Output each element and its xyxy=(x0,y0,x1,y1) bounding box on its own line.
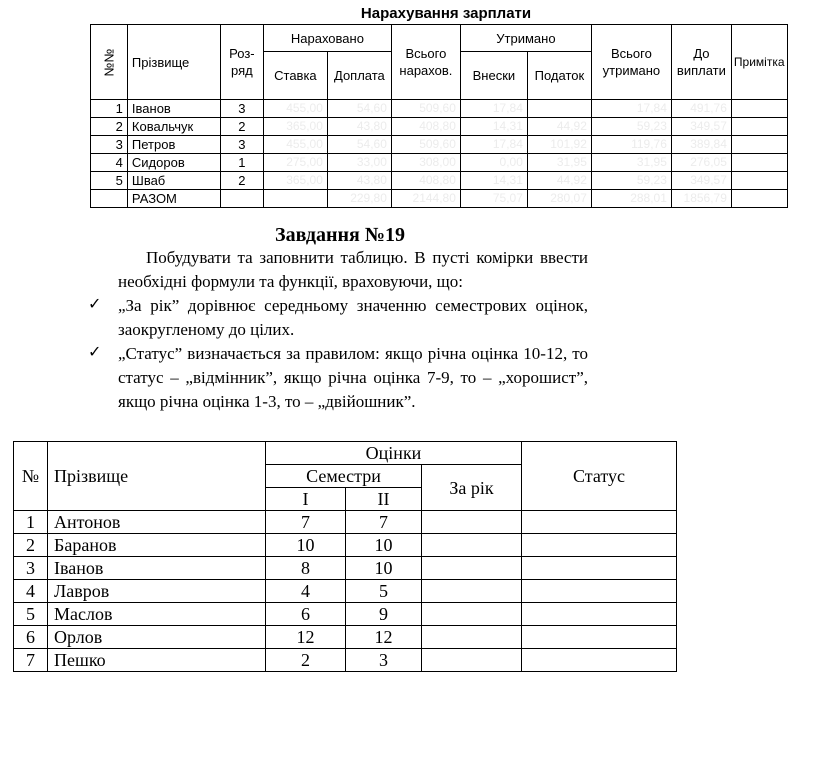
row-sem1: 6 xyxy=(266,603,346,626)
header-surname: Прізвище xyxy=(127,25,220,100)
row-num: 2 xyxy=(91,118,128,136)
row-to-pay: 349,57 xyxy=(671,118,731,136)
row-sem2: 9 xyxy=(346,603,422,626)
row-to-pay: 349,57 xyxy=(671,172,731,190)
row-to-pay: 389,84 xyxy=(671,136,731,154)
condition-item: ✓ „За рік” дорівнює середньому значенню семестрових оцінок, заокругленому до цілих. xyxy=(88,294,588,339)
row-sem2: 5 xyxy=(346,580,422,603)
row-tax: 44,92 xyxy=(527,172,591,190)
totals-empty-cell xyxy=(263,190,327,208)
row-total-withheld: 17,84 xyxy=(591,100,671,118)
row-tax: 44,92 xyxy=(527,118,591,136)
table-row xyxy=(14,603,677,626)
table-row xyxy=(91,100,788,118)
row-total-accrued: 408,80 xyxy=(391,118,460,136)
row-year xyxy=(422,580,522,603)
row-status xyxy=(522,603,677,626)
table-row xyxy=(91,136,788,154)
row-sem1: 8 xyxy=(266,557,346,580)
totals-withheld: 288,01 xyxy=(591,190,671,208)
row-rate: 455,00 xyxy=(263,100,327,118)
row-surname: Пешко xyxy=(48,649,266,672)
row-bonus: 43,80 xyxy=(327,172,391,190)
row-sem1: 7 xyxy=(266,511,346,534)
table-row xyxy=(14,557,677,580)
totals-tax: 280,07 xyxy=(527,190,591,208)
row-total-withheld: 31,95 xyxy=(591,154,671,172)
row-surname: Маслов xyxy=(48,603,266,626)
totals-contrib: 75,07 xyxy=(460,190,527,208)
task-title: Завдання №19 xyxy=(275,224,405,246)
row-grade: 3 xyxy=(220,100,263,118)
task-conditions xyxy=(88,294,588,414)
header-total-withheld: Всього утримано xyxy=(591,25,671,100)
row-num: 1 xyxy=(91,100,128,118)
salary-table-title: Нарахування зарплати xyxy=(360,5,532,22)
row-grade: 3 xyxy=(220,136,263,154)
row-to-pay: 276,05 xyxy=(671,154,731,172)
grades-header-sem1: I xyxy=(266,488,346,511)
row-bonus: 43,80 xyxy=(327,118,391,136)
row-status xyxy=(522,511,677,534)
table-row xyxy=(91,154,788,172)
row-tax xyxy=(527,100,591,118)
row-num: 4 xyxy=(14,580,48,603)
row-contributions: 17,84 xyxy=(460,100,527,118)
table-row xyxy=(91,172,788,190)
row-contributions: 14,31 xyxy=(460,172,527,190)
row-status xyxy=(522,534,677,557)
grades-header-grades: Оцінки xyxy=(266,442,522,465)
row-grade: 2 xyxy=(220,118,263,136)
totals-note xyxy=(731,190,787,208)
row-year xyxy=(422,649,522,672)
row-tax: 31,95 xyxy=(527,154,591,172)
totals-pay: 1856,79 xyxy=(671,190,731,208)
row-bonus: 33,00 xyxy=(327,154,391,172)
row-total-withheld: 59,23 xyxy=(591,118,671,136)
table-row xyxy=(14,580,677,603)
row-surname: Лавров xyxy=(48,580,266,603)
salary-table xyxy=(90,24,788,208)
grades-table xyxy=(13,441,677,672)
table-row xyxy=(14,511,677,534)
header-num: №№ xyxy=(91,25,128,100)
row-contributions: 17,84 xyxy=(460,136,527,154)
row-total-accrued: 509,60 xyxy=(391,136,460,154)
header-contributions: Внески xyxy=(460,52,527,100)
totals-label: РАЗОМ xyxy=(127,190,220,208)
header-grade: Роз-ряд xyxy=(220,25,263,100)
row-note xyxy=(731,136,787,154)
row-rate: 275,00 xyxy=(263,154,327,172)
totals-empty-cell xyxy=(220,190,263,208)
row-tax: 101,92 xyxy=(527,136,591,154)
grades-header-semesters: Семестри xyxy=(266,465,422,488)
row-rate: 455,00 xyxy=(263,136,327,154)
header-rate: Ставка xyxy=(263,52,327,100)
row-to-pay: 491,76 xyxy=(671,100,731,118)
grades-header-sem2: II xyxy=(346,488,422,511)
header-bonus: Доплата xyxy=(327,52,391,100)
row-sem2: 7 xyxy=(346,511,422,534)
table-row xyxy=(14,534,677,557)
row-num: 3 xyxy=(14,557,48,580)
row-surname: Сидоров xyxy=(127,154,220,172)
row-grade: 1 xyxy=(220,154,263,172)
row-note xyxy=(731,100,787,118)
row-num: 6 xyxy=(14,626,48,649)
row-sem2: 10 xyxy=(346,534,422,557)
row-sem2: 3 xyxy=(346,649,422,672)
row-sem1: 12 xyxy=(266,626,346,649)
row-surname: Іванов xyxy=(127,100,220,118)
checkmark-icon: ✓ xyxy=(88,294,102,313)
row-status xyxy=(522,649,677,672)
row-num: 3 xyxy=(91,136,128,154)
row-sem1: 2 xyxy=(266,649,346,672)
row-surname: Петров xyxy=(127,136,220,154)
row-year xyxy=(422,626,522,649)
row-contributions: 14,31 xyxy=(460,118,527,136)
row-total-accrued: 308,00 xyxy=(391,154,460,172)
header-tax: Податок xyxy=(527,52,591,100)
row-rate: 365,00 xyxy=(263,118,327,136)
checkmark-icon: ✓ xyxy=(88,342,102,361)
row-contributions: 0,00 xyxy=(460,154,527,172)
row-surname: Баранов xyxy=(48,534,266,557)
row-status xyxy=(522,626,677,649)
row-surname: Ковальчук xyxy=(127,118,220,136)
row-bonus: 54,60 xyxy=(327,136,391,154)
row-num: 4 xyxy=(91,154,128,172)
row-note xyxy=(731,154,787,172)
row-year xyxy=(422,534,522,557)
row-surname: Іванов xyxy=(48,557,266,580)
condition-item: ✓ „Статус” визначається за правилом: якщо річна оцінка 10-12, то статус – „відмінник”, якщо річна оцінка 7-9, то – „хорошист”, якщо річна оцінка 1-3, то – „двійошник”. xyxy=(88,342,588,411)
row-rate: 365,00 xyxy=(263,172,327,190)
row-total-accrued: 509,60 xyxy=(391,100,460,118)
row-num: 7 xyxy=(14,649,48,672)
row-surname: Антонов xyxy=(48,511,266,534)
row-bonus: 54,60 xyxy=(327,100,391,118)
task-intro: Побудувати та заповнити таблицю. В пусті комірки ввести необхідні формули та функції, враховуючи, що: xyxy=(118,248,588,291)
row-total-withheld: 59,23 xyxy=(591,172,671,190)
row-total-withheld: 119,76 xyxy=(591,136,671,154)
grades-header-num: № xyxy=(14,442,48,511)
row-sem1: 10 xyxy=(266,534,346,557)
row-num: 1 xyxy=(14,511,48,534)
row-status xyxy=(522,557,677,580)
row-note xyxy=(731,172,787,190)
grades-header-year: За рік xyxy=(422,465,522,511)
task-description xyxy=(88,246,588,414)
grades-header-status: Статус xyxy=(522,442,677,511)
row-sem2: 10 xyxy=(346,557,422,580)
header-total-accrued: Всього нарахов. xyxy=(391,25,460,100)
row-status xyxy=(522,580,677,603)
header-note: Примітка xyxy=(731,25,787,100)
row-surname: Шваб xyxy=(127,172,220,190)
totals-empty-cell xyxy=(91,190,128,208)
row-sem2: 12 xyxy=(346,626,422,649)
row-surname: Орлов xyxy=(48,626,266,649)
row-num: 2 xyxy=(14,534,48,557)
row-total-accrued: 408,80 xyxy=(391,172,460,190)
grades-header-surname: Прізвище xyxy=(48,442,266,511)
header-to-pay: До виплати xyxy=(671,25,731,100)
row-note xyxy=(731,118,787,136)
row-year xyxy=(422,557,522,580)
row-num: 5 xyxy=(91,172,128,190)
table-row xyxy=(14,626,677,649)
row-num: 5 xyxy=(14,603,48,626)
table-row xyxy=(14,649,677,672)
totals-total: 2144,80 xyxy=(391,190,460,208)
header-accrued: Нараховано xyxy=(263,25,391,52)
row-sem1: 4 xyxy=(266,580,346,603)
row-year xyxy=(422,511,522,534)
totals-bonus: 229,80 xyxy=(327,190,391,208)
row-grade: 2 xyxy=(220,172,263,190)
row-year xyxy=(422,603,522,626)
table-row xyxy=(91,118,788,136)
header-withheld: Утримано xyxy=(460,25,591,52)
